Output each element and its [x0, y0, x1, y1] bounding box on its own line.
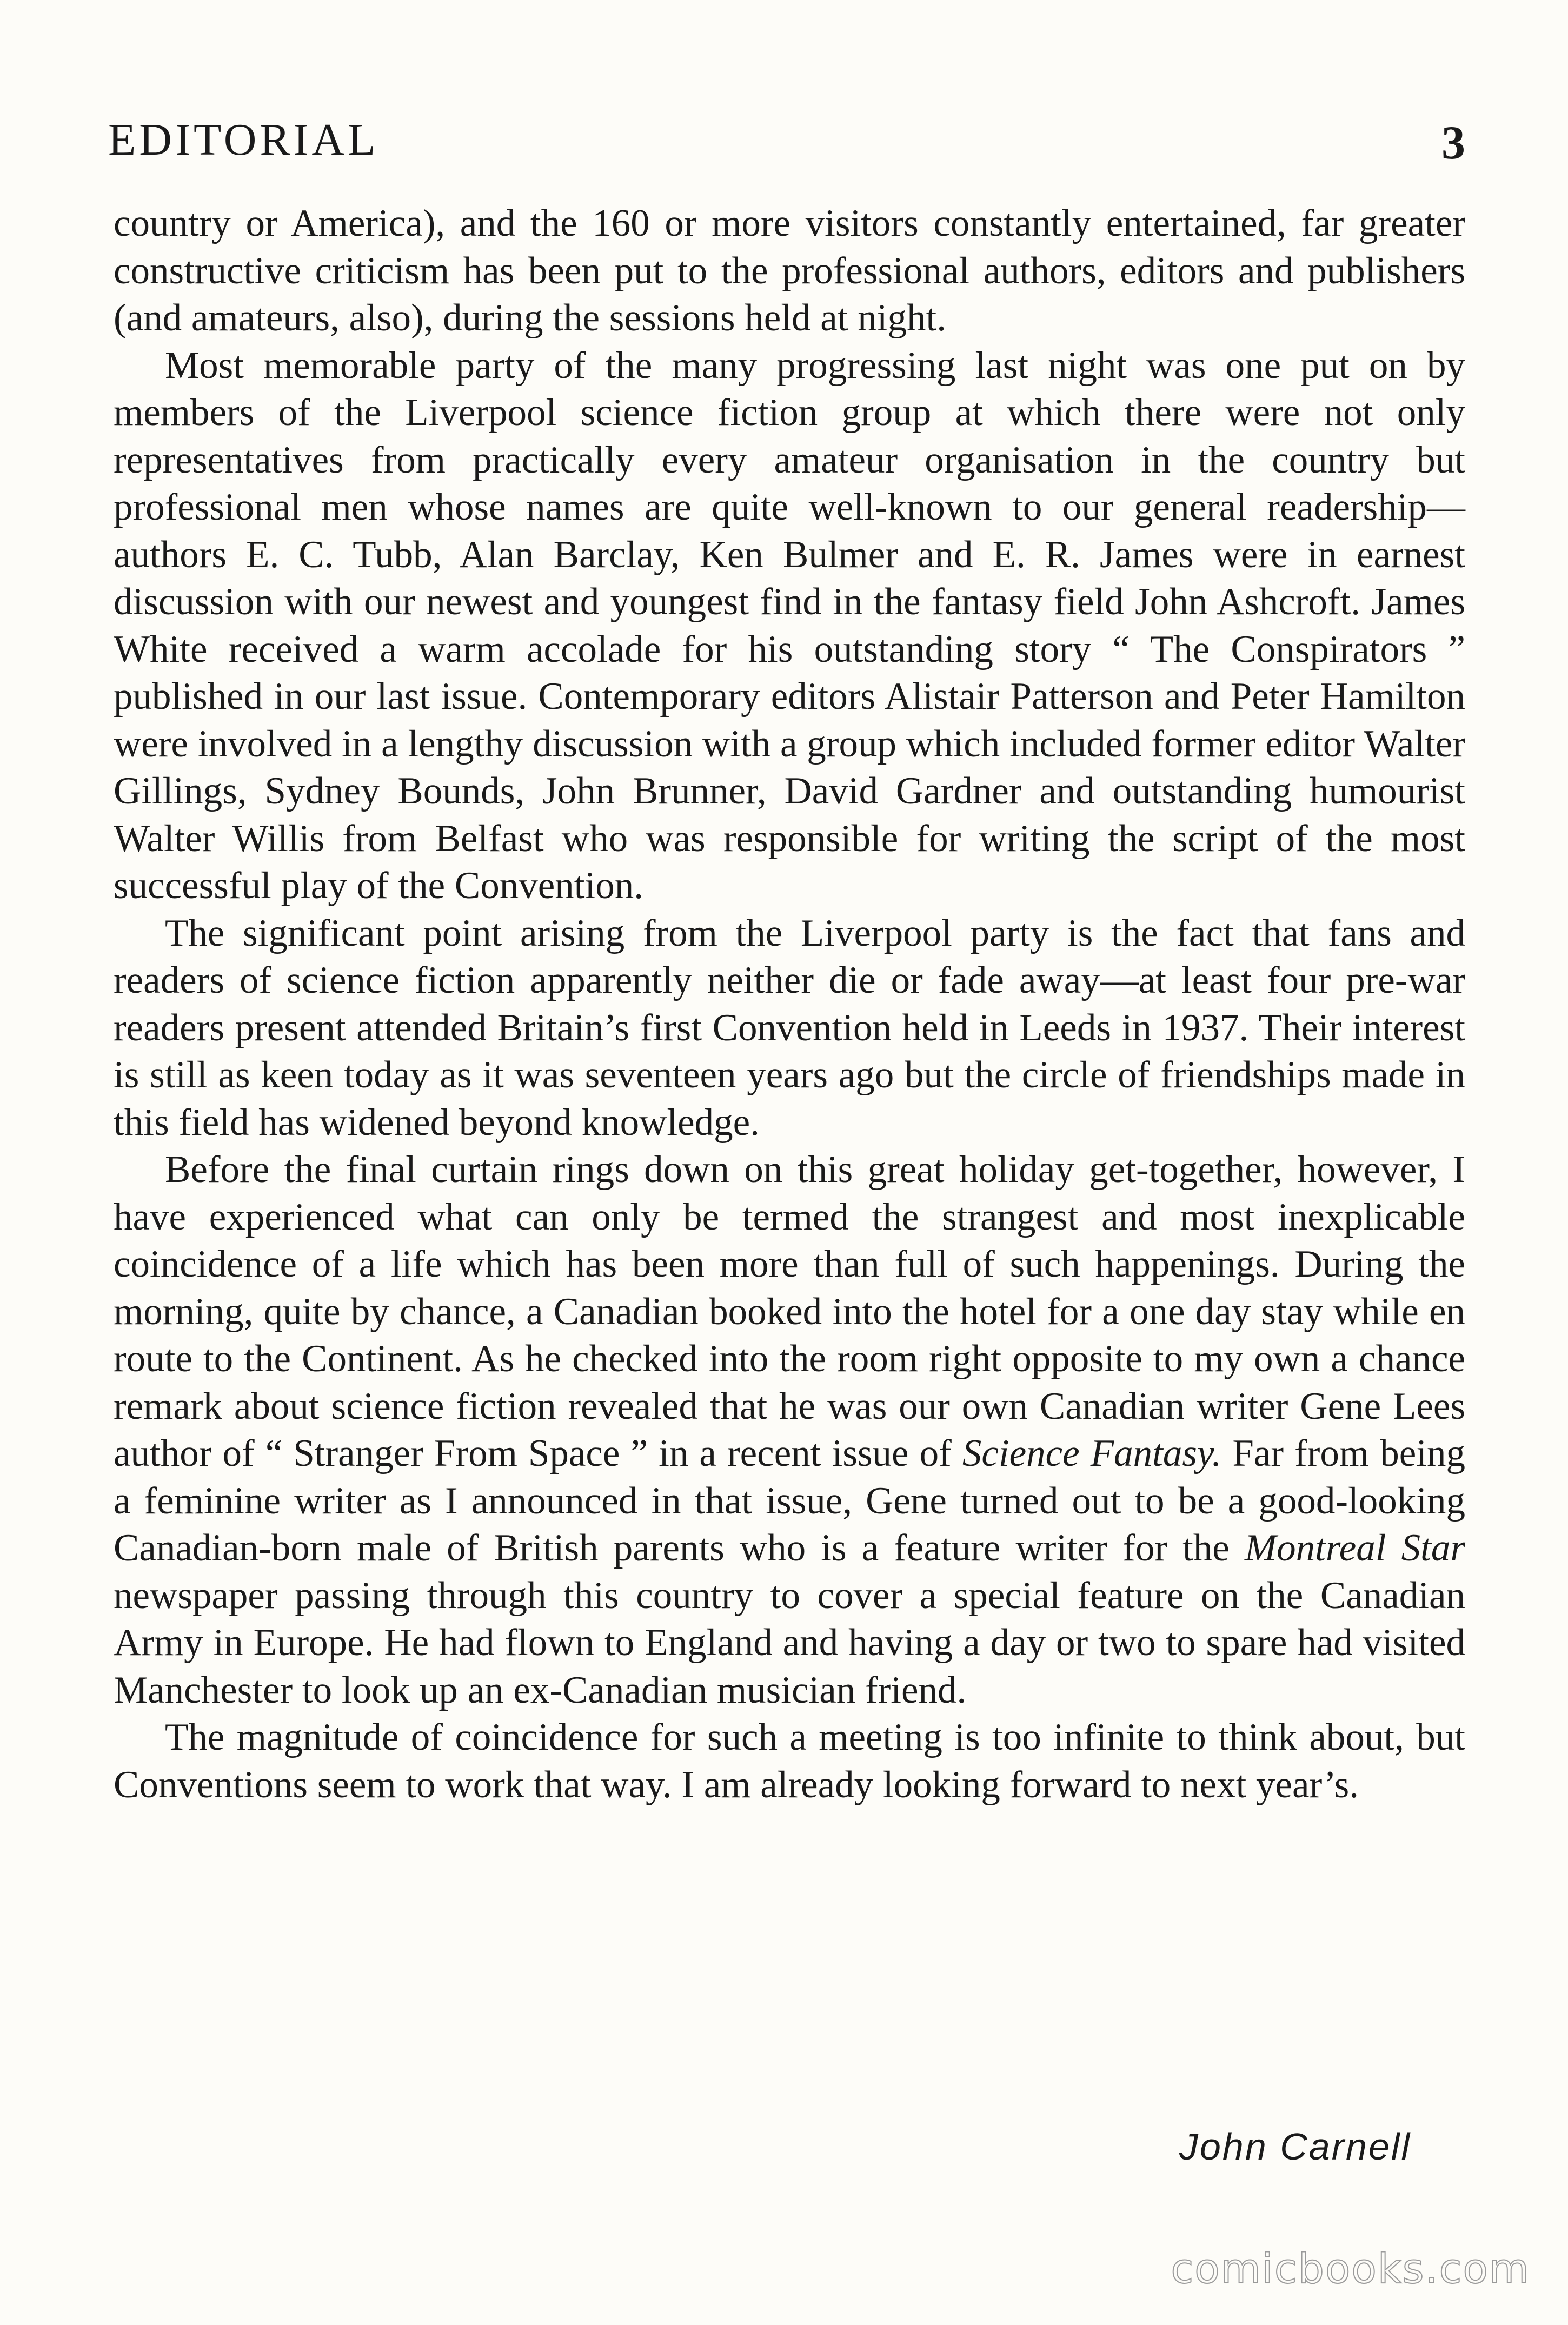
editorial-body: [114, 200, 1465, 1809]
page-number: 3: [1441, 117, 1465, 169]
paragraph-5: The magnitude of coincidence for such a meeting is too infinite to think about, but Conventions seem to work that way. I am already looking forward to next year’s.: [114, 1716, 1465, 1806]
watermark-logo: comicbooks.com: [1171, 2244, 1530, 2293]
paragraph-1: country or America), and the 160 or more visitors constantly entertained, far greater constructive criticism has been put to the professional authors, editors and publishers (and amateurs, also), during the sessions held at night.: [114, 202, 1465, 339]
paragraph-2: Most memorable party of the many progressing last night was one put on by members of the Liverpool science fiction group at which there were not only representatives from practically every amateur organisation in the country but professional men whose names are quite well-known to our general readership—authors E. C. Tubb, Alan Barclay, Ken Bulmer and E. R. James were in earnest discussion with our newest and youngest find in the fantasy field John Ashcroft. James White received a warm accolade for his outstanding story “ The Conspirators ” published in our last issue. Contemporary editors Alistair Patterson and Peter Hamilton were involved in a lengthy discussion with a group which included former editor Walter Gillings, Sydney Bounds, John Brunner, David Gardner and outstanding humourist Walter Willis from Belfast who was responsible for writing the script of the most successful play of the Convention.: [114, 344, 1465, 907]
page-header: [108, 108, 1465, 168]
section-title: EDITORIAL: [108, 115, 379, 165]
paragraph-4-part-c: newspaper passing through this country to cover a special feature on the Canadian Army in Europe. He had flown to England and having a day or two to spare had visited Manchester to look up an ex-Canadian musician friend.: [114, 1574, 1465, 1711]
paragraph-4-part-a: Before the final curtain rings down on this great holiday get-together, however, I have experienced what can only be termed the strangest and most inexplicable coincidence of a life which has been more than full of such happenings. During the morning, quite by chance, a Canadian booked into the hotel for a one day stay while en route to the Continent. As he checked into the room right opposite to my own a chance remark about science fiction revealed that he was our own Canadian writer Gene Lees author of “ Stranger From Space ” in a recent issue of: [114, 1148, 1465, 1474]
newspaper-title-montreal-star: Montreal Star: [1244, 1527, 1465, 1569]
magazine-title-science-fantasy: Science Fantasy.: [962, 1432, 1222, 1474]
author-signature: John Carnell: [1179, 2125, 1411, 2168]
paragraph-4: [114, 1146, 1465, 1714]
paragraph-4-part-b: Far from being a feminine writer as I announced in that issue, Gene turned out to be a good-looking Canadian-born male of British parents who is a feature writer for the: [114, 1432, 1465, 1569]
paragraph-3: The significant point arising from the Liverpool party is the fact that fans and readers of science fiction apparently neither die or fade away—at least four pre-war readers present attended Britain’s first Convention held in Leeds in 1937. Their interest is still as keen today as it was seventeen years ago but the circle of friendships made in this field has widened beyond knowledge.: [114, 912, 1465, 1144]
